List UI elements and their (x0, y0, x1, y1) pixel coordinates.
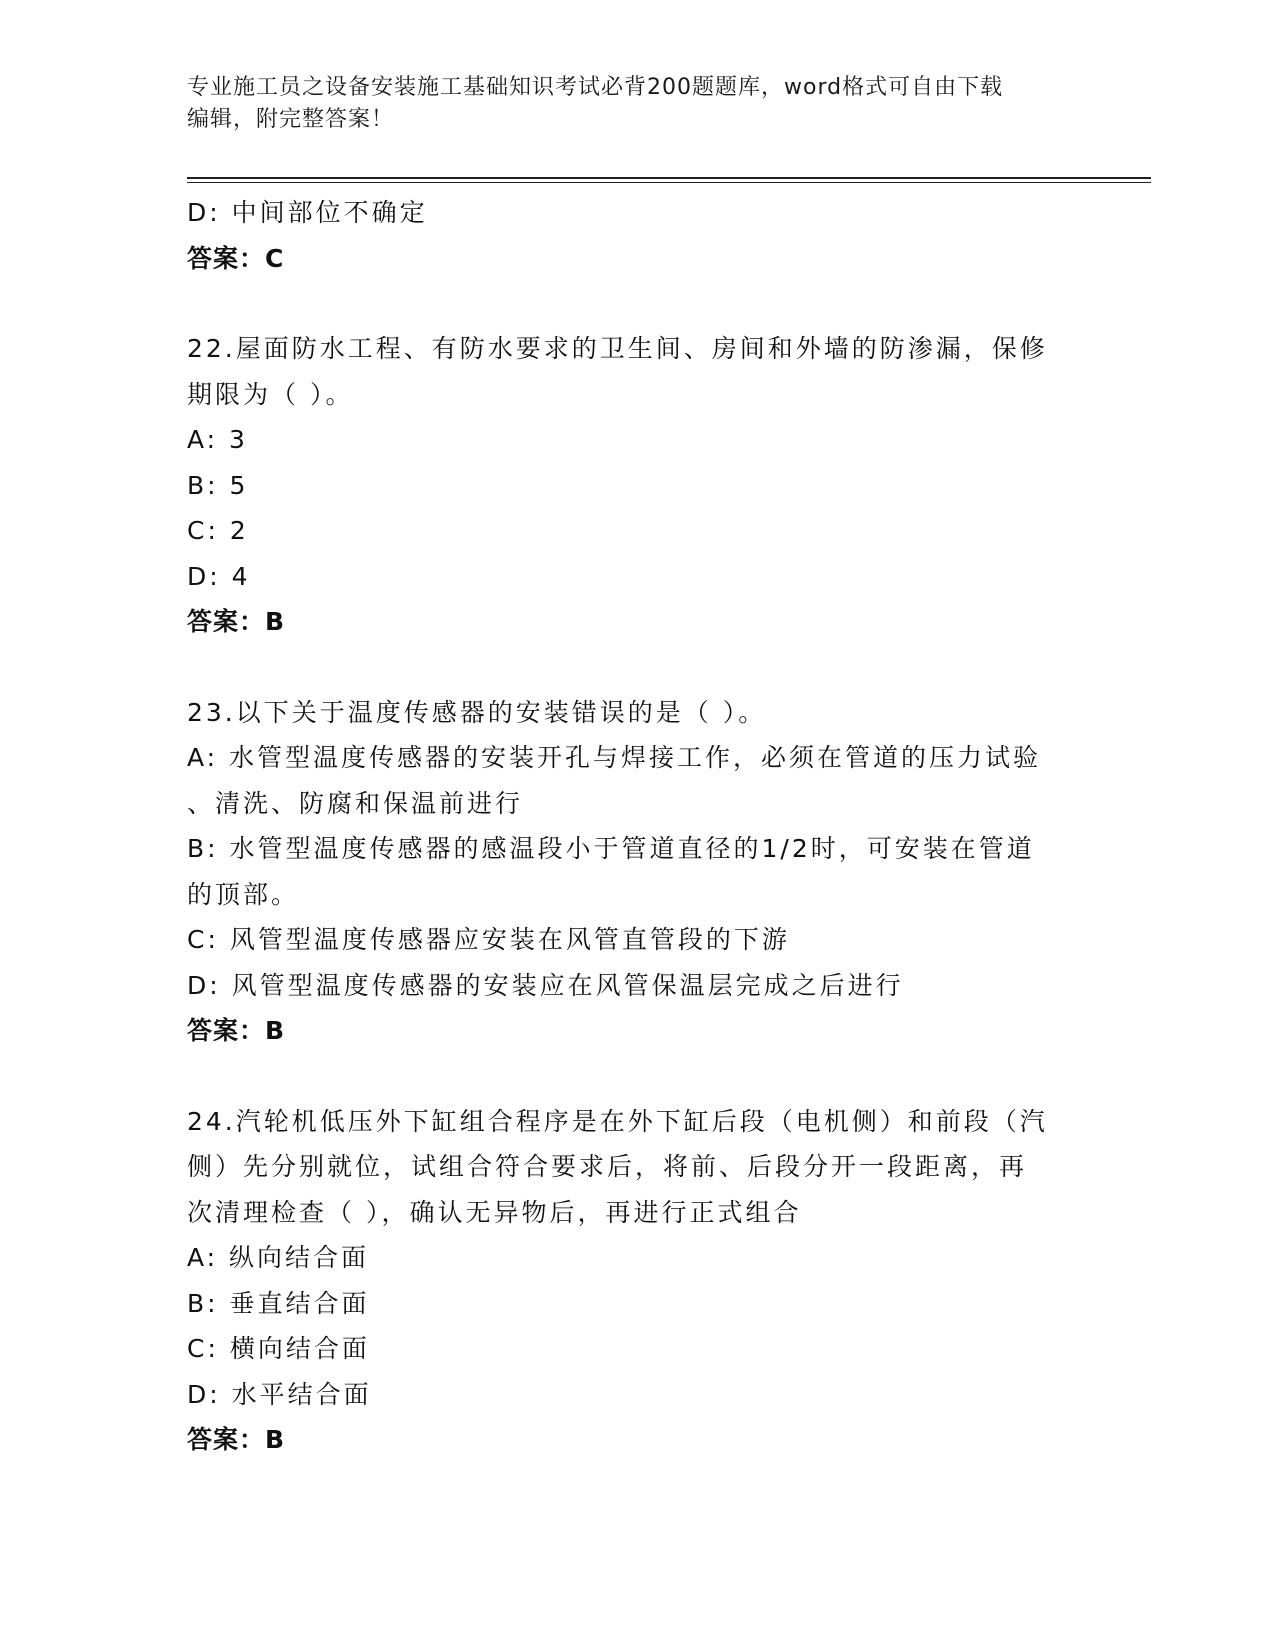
document-header (187, 72, 1077, 136)
option-b: B: 水管型温度传感器的感温段小于管道直径的1/2时，可安装在管道 (187, 834, 1035, 863)
option-d: D: 水平结合面 (187, 1379, 372, 1409)
question-22 (187, 326, 1077, 645)
option-c: C: 2 (187, 516, 249, 545)
spacer (187, 645, 1077, 690)
header-divider-thin (187, 182, 1151, 183)
option-a: A: 水管型温度传感器的安装开孔与焊接工作，必须在管道的压力试验 (187, 743, 1042, 772)
question-stem: 期限为（ ）。 (187, 379, 354, 409)
option-d: D: 4 (187, 561, 251, 591)
option-c: C: 横向结合面 (187, 1334, 370, 1363)
question-stem: 23.以下关于温度传感器的安装错误的是（ ）。 (187, 697, 767, 727)
question-23 (187, 690, 1077, 1054)
question-list (187, 190, 1077, 1463)
spacer (187, 1054, 1077, 1099)
option-b: B: 5 (187, 470, 249, 500)
header-title-line-1: 专业施工员之设备安装施工基础知识考试必背200题题库，word格式可自由下载 (187, 75, 1004, 100)
option-b-continued: 的顶部。 (187, 879, 300, 909)
option-d: D: 风管型温度传感器的安装应在风管保温层完成之后进行 (187, 970, 904, 1000)
option-a: A: 3 (187, 425, 248, 454)
answer: 答案：B (187, 1425, 286, 1454)
answer: 答案：B (187, 1016, 286, 1045)
option-a-continued: 、清洗、防腐和保温前进行 (187, 788, 524, 818)
question-stem: 22.屋面防水工程、有防水要求的卫生间、房间和外墙的防渗漏，保修 (187, 334, 1048, 363)
option-c: C: 风管型温度传感器应安装在风管直管段的下游 (187, 925, 790, 954)
spacer (187, 281, 1077, 326)
header-title-line-2: 编辑，附完整答案！ (187, 107, 395, 132)
question-stem: 次清理检查（ ），确认无异物后，再进行正式组合 (187, 1197, 802, 1227)
question-24 (187, 1099, 1077, 1463)
answer: 答案：B (187, 607, 286, 636)
question-stem: 侧）先分别就位，试组合符合要求后，将前、后段分开一段距离，再 (187, 1152, 1028, 1181)
option-b: B: 垂直结合面 (187, 1288, 370, 1318)
question-stem: 24.汽轮机低压外下缸组合程序是在外下缸后段（电机侧）和前段（汽 (187, 1106, 1048, 1136)
option-a: A: 纵向结合面 (187, 1243, 370, 1272)
header-divider-thick (187, 177, 1151, 179)
prev-option-d: D: 中间部位不确定 (187, 198, 428, 227)
prev-answer: 答案：C (187, 243, 285, 273)
